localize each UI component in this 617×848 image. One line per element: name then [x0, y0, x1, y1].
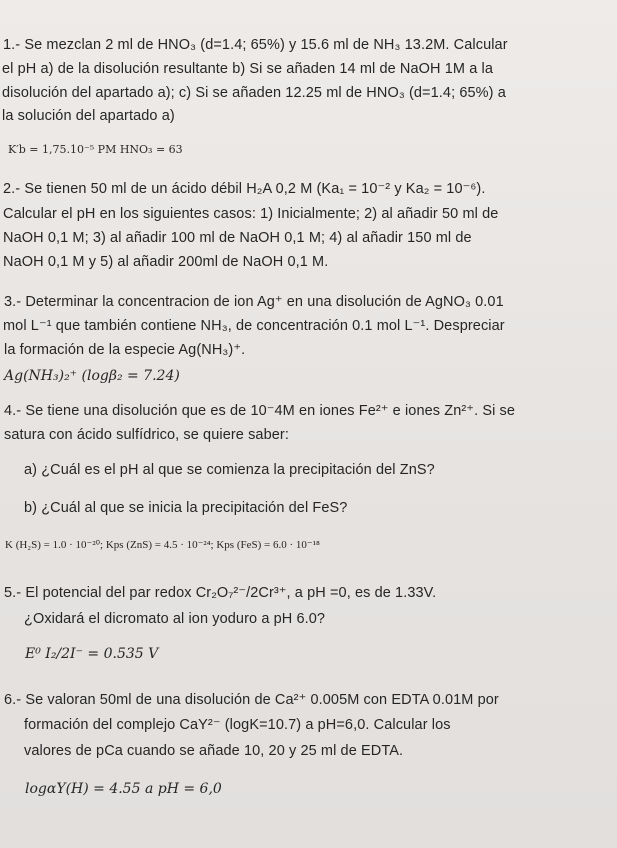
problem-3-equilibrium-equation: Ag(NH₃)₂⁺ (logβ₂ = 7.24) — [4, 368, 180, 384]
problem-6-line-3: valores de pCa cuando se añade 10, 20 y 25 ml de EDTA. — [24, 743, 404, 759]
problem-4-line-1: 4.- Se tiene una disolución que es de 10⁻4M en iones Fe²⁺ e iones Zn²⁺. Si se — [4, 403, 516, 419]
problem-1-line-2: el pH a) de la disolución resultante b) Si se añaden 14 ml de NaOH 1M a la — [2, 61, 493, 77]
problem-4-question-a: a) ¿Cuál es el pH al que se comienza la precipitación del ZnS? — [24, 462, 435, 478]
problem-6-line-2: formación del complejo CaY²⁻ (logK=10.7) a pH=6,0. Calcular los — [24, 717, 451, 733]
problem-2-line-2: Calcular el pH en los siguientes casos: 1) Inicialmente; 2) al añadir 50 ml de — [3, 206, 499, 222]
problem-5-line-2: ¿Oxidará el dicromato al ion yoduro a pH 6.0? — [24, 611, 326, 627]
problem-2-line-1: 2.- Se tienen 50 ml de un ácido débil H₂A 0,2 M (Ka₁ = 10⁻² y Ka₂ = 10⁻⁶). — [3, 181, 486, 197]
problem-2-line-3: NaOH 0,1 M; 3) al añadir 100 ml de NaOH 0,1 M; 4) al añadir 150 ml de — [3, 230, 472, 246]
problem-2-line-4: NaOH 0,1 M y 5) al añadir 200ml de NaOH 0,1 M. — [3, 254, 329, 270]
problem-5-standard-potential: E⁰ I₂/2I⁻ = 0.535 V — [25, 646, 159, 662]
problem-4-line-2: satura con ácido sulfídrico, se quiere saber: — [4, 427, 289, 443]
problem-3-line-1: 3.- Determinar la concentracion de ion Ag⁺ en una disolución de AgNO₃ 0.01 — [4, 294, 504, 310]
problem-1-line-3: disolución del apartado a); c) Si se añaden 12.25 ml de HNO₃ (d=1.4; 65%) a — [2, 85, 506, 101]
problem-3-line-3: la formación de la especie Ag(NH₃)⁺. — [4, 342, 246, 358]
problem-1-line-1: 1.- Se mezclan 2 ml de HNO₃ (d=1.4; 65%) y 15.6 ml de NH₃ 13.2M. Calcular — [3, 37, 508, 53]
problem-3-line-2: mol L⁻¹ que también contiene NH₃, de concentración 0.1 mol L⁻¹. Despreciar — [3, 318, 505, 334]
problem-6-line-1: 6.- Se valoran 50ml de una disolución de Ca²⁺ 0.005M con EDTA 0.01M por — [4, 692, 499, 708]
problem-4-question-b: b) ¿Cuál al que se inicia la precipitación del FeS? — [24, 500, 348, 516]
problem-6-side-reaction-coefficient: logαY(H) = 4.55 a pH = 6,0 — [25, 781, 222, 797]
problem-1-handwritten-data: K′b = 1,75.10⁻⁵ PM HNO₃ = 63 — [8, 143, 183, 156]
problem-5-line-1: 5.- El potencial del par redox Cr₂O₇²⁻/2Cr³⁺, a pH =0, es de 1.33V. — [4, 585, 437, 601]
problem-1-line-4: la solución del apartado a) — [2, 108, 175, 124]
problem-4-constants: K (H₂S) = 1.0 · 10⁻²⁰; Kps (ZnS) = 4.5 · 10⁻²⁴; Kps (FeS) = 6.0 · 10⁻¹⁸ — [5, 539, 320, 551]
